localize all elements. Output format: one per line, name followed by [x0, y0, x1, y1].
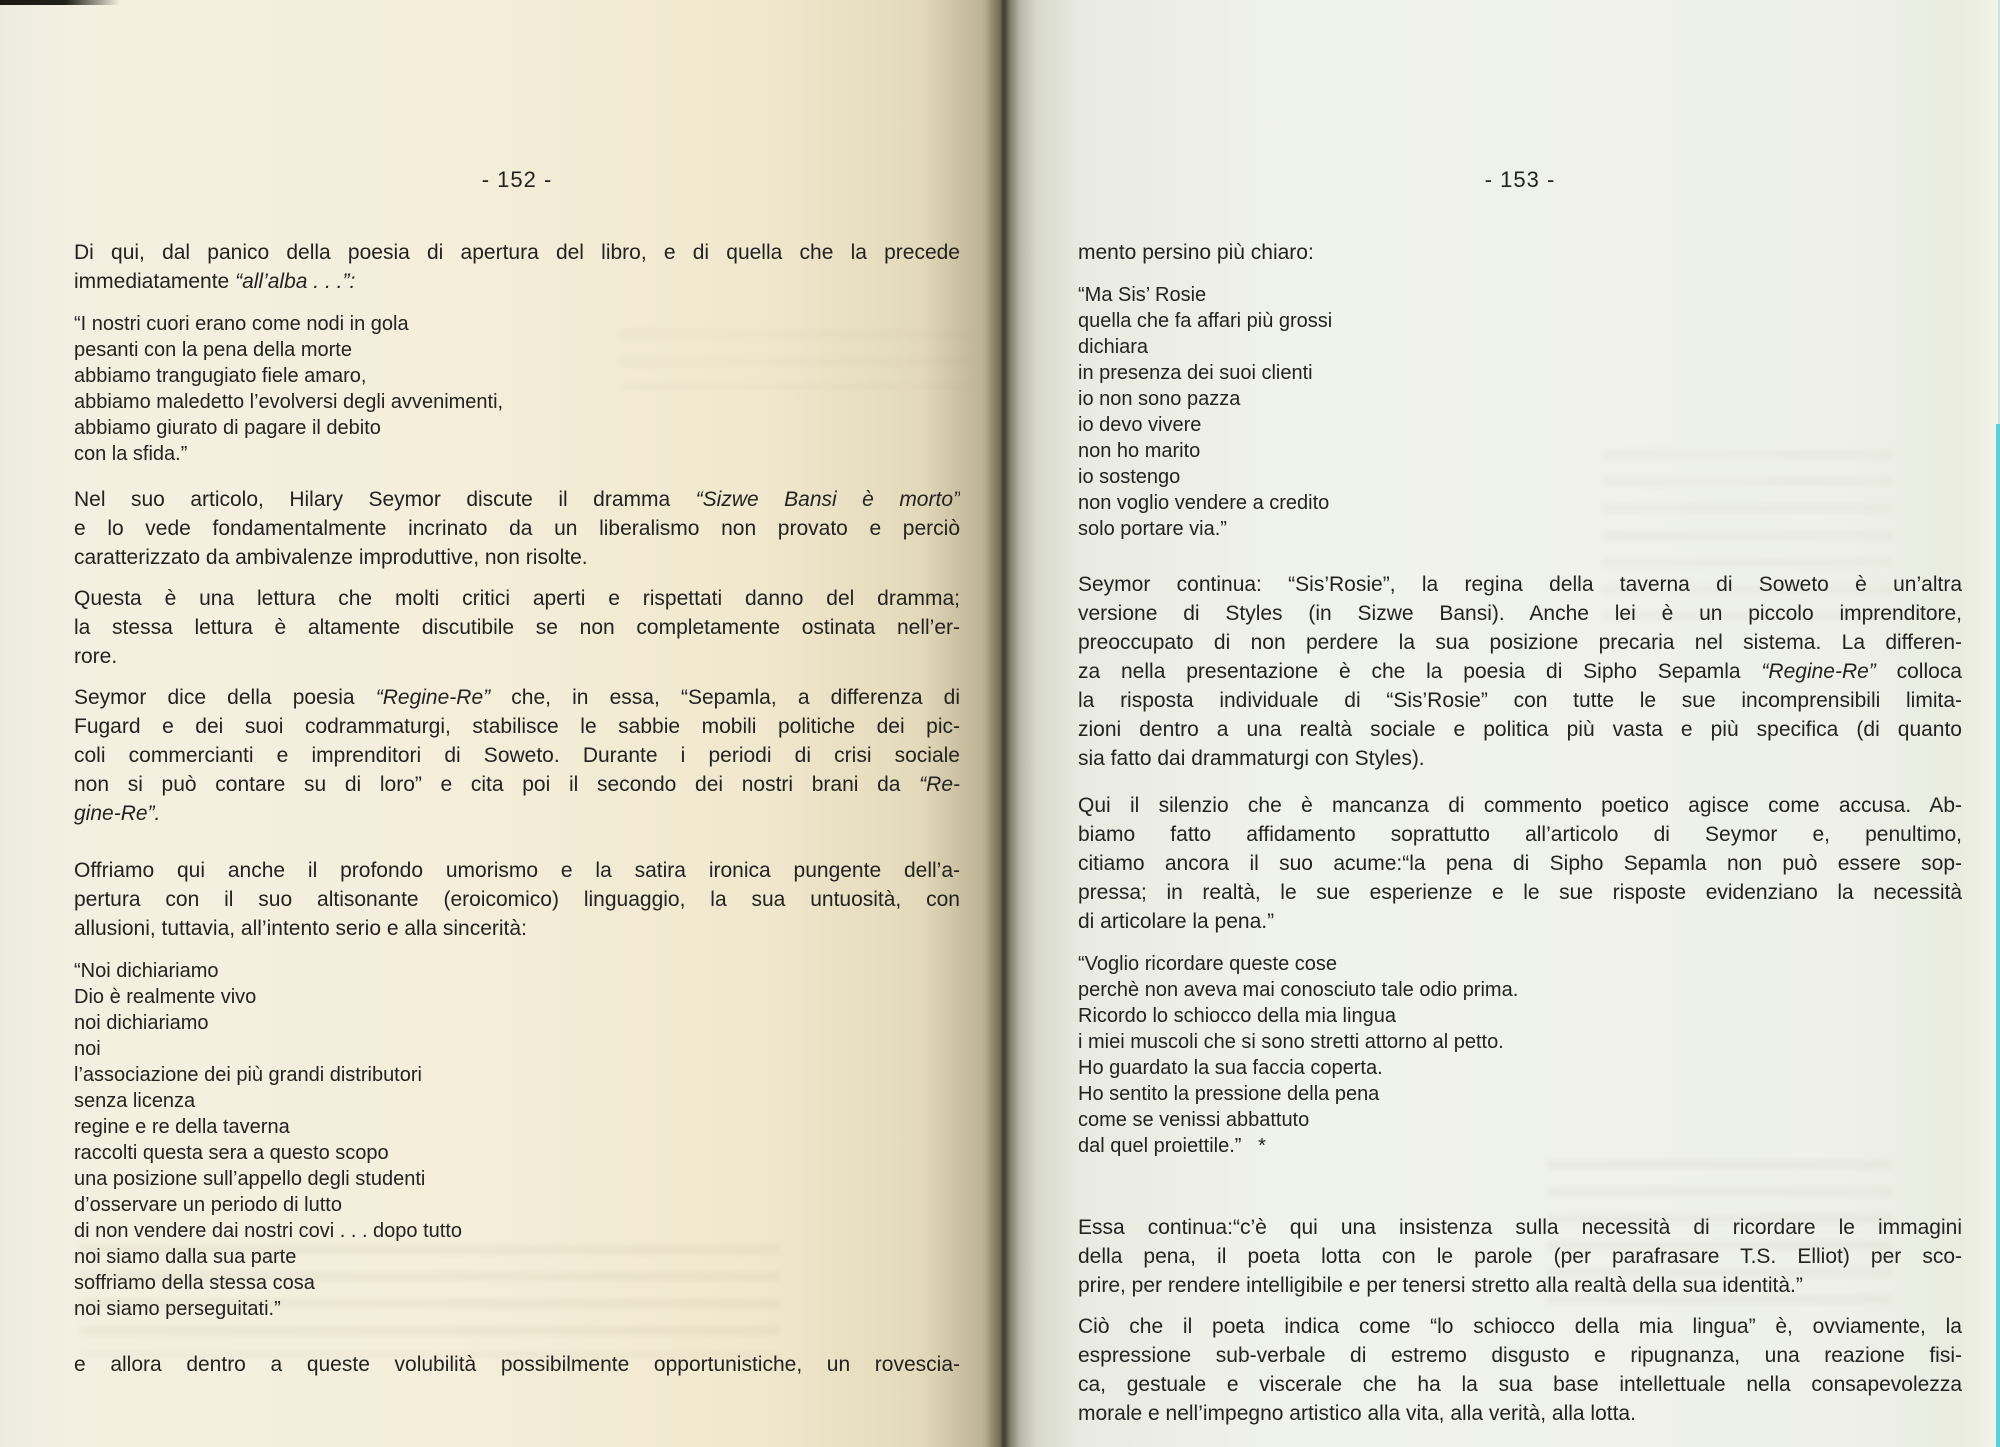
text: Di qui, dal panico della poesia di apertura del libro, e di quella che la precede [74, 241, 960, 264]
text-line [74, 267, 960, 296]
paragraph [74, 584, 960, 671]
poem-line: noi siamo perseguitati.” [74, 1298, 281, 1320]
text: che, in essa, “Sepamla, a differenza di [490, 686, 960, 709]
text-line [74, 485, 960, 514]
poem-line: regine e re della taverna [74, 1116, 290, 1138]
text: morale e nell’impegno artistico alla vita, alla verità, alla lotta. [1078, 1402, 1636, 1425]
text: Ciò che il poeta indica come “lo schiocco della mia lingua” è, ovviamente, la [1078, 1315, 1962, 1338]
text: pertura con il suo altisonante (eroicomico) linguaggio, la sua untuosità, con [74, 888, 960, 911]
text-line [1078, 686, 1962, 715]
page-number: - 153 - [1484, 167, 1556, 192]
scan-edge-cyan [1996, 424, 2000, 1447]
paragraph [74, 1350, 960, 1379]
poem-line: una posizione sull’appello degli studenti [74, 1168, 426, 1190]
poem-line: io sostengo [1078, 466, 1181, 488]
poem-line: non voglio vendere a credito [1078, 492, 1330, 514]
text-line [74, 856, 960, 885]
text: allusioni, tuttavia, all’intento serio e alla sincerità: [74, 917, 527, 940]
paragraph [1078, 570, 1962, 773]
text: e lo vede fondamentalmente incrinato da un liberalismo non provato e perciò [74, 517, 960, 540]
poem-line: “Voglio ricordare queste cose [1078, 953, 1338, 975]
poem-line: abbiamo trangugiato fiele amaro, [74, 365, 367, 387]
text-line [1078, 1341, 1962, 1370]
poem-line: “I nostri cuori erano come nodi in gola [74, 313, 409, 335]
text-line [74, 799, 960, 828]
poem-line: in presenza dei suoi clienti [1078, 362, 1313, 384]
page-153 [1002, 0, 2000, 1447]
poem-line: noi dichiariamo [74, 1012, 209, 1034]
text-line [1078, 628, 1962, 657]
text-line [1078, 570, 1962, 599]
text-line [74, 741, 960, 770]
text: pressa; in realtà, le sue esperienze e le sue risposte evidenziano la necessità [1078, 881, 1962, 904]
text: e allora dentro a queste volubilità possibilmente opportunistiche, un rovescia- [74, 1353, 960, 1376]
poem-block [74, 958, 960, 1322]
text-line [74, 613, 960, 642]
paragraph [1078, 238, 1962, 267]
text: Qui il silenzio che è mancanza di commento poetico agisce come accusa. Ab- [1078, 794, 1962, 817]
text-line [1078, 849, 1962, 878]
text-line [74, 514, 960, 543]
poem-line: io non sono pazza [1078, 388, 1241, 410]
text: za nella presentazione è che la poesia di Sipho Sepamla [1078, 660, 1762, 683]
poem-line: di non vendere dai nostri covi . . . dopo tutto [74, 1220, 463, 1242]
page-153-content [1078, 0, 1962, 1428]
italic-text: “Regine-Re” [1761, 660, 1876, 683]
text-line [1078, 791, 1962, 820]
text-line [1078, 878, 1962, 907]
text: della pena, il poeta lotta con le parole (per parafrasare T.S. Elliot) per sco- [1078, 1245, 1962, 1268]
poem-line: Ho guardato la sua faccia coperta. [1078, 1057, 1383, 1079]
text: sia fatto dai drammaturgi con Styles). [1078, 747, 1425, 770]
poem-line: come se venissi abbattuto [1078, 1109, 1310, 1131]
text-line [74, 1350, 960, 1379]
text-line [1078, 715, 1962, 744]
text-line [1078, 1312, 1962, 1341]
poem-line: Dio è realmente vivo [74, 986, 257, 1008]
italic-text: “Regine-Re” [375, 686, 491, 709]
text: Seymor dice della poesia [74, 686, 376, 709]
poem-block [1078, 951, 1962, 1159]
text: Seymor continua: “Sis’Rosie”, la regina della taverna di Soweto è un’altra [1078, 573, 1962, 596]
text: versione di Styles (in Sizwe Bansi). Anche lei è un piccolo imprenditore, [1078, 602, 1962, 625]
scan-edge-dark [0, 0, 120, 5]
text-line [74, 770, 960, 799]
text-line [1078, 744, 1962, 773]
paragraph [74, 856, 960, 943]
text: mento persino più chiaro: [1078, 241, 1314, 264]
poem-line: noi siamo dalla sua parte [74, 1246, 297, 1268]
text-line [74, 543, 960, 572]
text-line [74, 584, 960, 613]
text-line [1078, 1213, 1962, 1242]
text: la risposta individuale di “Sis’Rosie” con tutte le sue incomprensibili limita- [1078, 689, 1962, 712]
poem-line: Ricordo lo schiocco della mia lingua [1078, 1005, 1396, 1027]
text-line [1078, 820, 1962, 849]
poem-block [1078, 282, 1962, 542]
poem-line: raccolti questa sera a questo scopo [74, 1142, 389, 1164]
poem-line: abbiamo maledetto l’evolversi degli avvenimenti, [74, 391, 504, 413]
page-152-content [74, 0, 960, 1379]
poem-line: l’associazione dei più grandi distributori [74, 1064, 422, 1086]
poem-line: dal quel proiettile.” * [1078, 1135, 1266, 1157]
text-line [1078, 238, 1962, 267]
text: immediatamente [74, 270, 236, 293]
text-line [74, 238, 960, 267]
italic-text: “all’alba . . .”: [235, 270, 356, 293]
text: rore. [74, 645, 118, 668]
text: citiamo ancora il suo acume:“la pena di Sipho Sepamla non può essere sop- [1078, 852, 1962, 875]
text: non si può contare su di loro” e cita poi il secondo dei nostri brani da [74, 773, 920, 796]
poem-line: con la sfida.” [74, 443, 188, 465]
text: Essa continua:“c’è qui una insistenza sulla necessità di ricordare le immagini [1078, 1216, 1962, 1239]
text: colloca [1875, 660, 1962, 683]
poem-line: d’osservare un periodo di lutto [74, 1194, 342, 1216]
text-line [1078, 657, 1962, 686]
poem-line: senza licenza [74, 1090, 196, 1112]
text-line [74, 712, 960, 741]
paragraph [1078, 1312, 1962, 1428]
text-line [1078, 1242, 1962, 1271]
text: Fugard e dei suoi codrammaturgi, stabilisce le sabbie mobili politiche dei pic- [74, 715, 960, 738]
italic-text: gine-Re”. [74, 802, 161, 825]
text: coli commercianti e imprenditori di Soweto. Durante i periodi di crisi sociale [74, 744, 960, 767]
text: di articolare la pena.” [1078, 910, 1275, 933]
poem-line: pesanti con la pena della morte [74, 339, 352, 361]
text: espressione sub-verbale di estremo disgusto e ripugnanza, una reazione fisi- [1078, 1344, 1962, 1367]
poem-line: abbiamo giurato di pagare il debito [74, 417, 381, 439]
paragraph [74, 683, 960, 828]
poem-line: noi [74, 1038, 101, 1060]
paragraph [1078, 791, 1962, 936]
text: la stessa lettura è altamente discutibile se non completamente ostinata nell’er- [74, 616, 960, 639]
text: prire, per rendere intelligibile e per tenersi stretto alla realtà della sua identità.” [1078, 1274, 1803, 1297]
poem-line: io devo vivere [1078, 414, 1202, 436]
text-line [1078, 1370, 1962, 1399]
text-line [1078, 1271, 1962, 1300]
text: Questa è una lettura che molti critici aperti e rispettati danno del dramma; [74, 587, 960, 610]
poem-line: quella che fa affari più grossi [1078, 310, 1333, 332]
poem-line: Ho sentito la pressione della pena [1078, 1083, 1380, 1105]
text: preoccupato di non perdere la sua posizione precaria nel sistema. La differen- [1078, 631, 1962, 654]
italic-text: “Re- [919, 773, 960, 796]
text-line [74, 885, 960, 914]
text-line [1078, 599, 1962, 628]
poem-line: non ho marito [1078, 440, 1201, 462]
text-line [74, 683, 960, 712]
poem-line: solo portare via.” [1078, 518, 1227, 540]
paragraph [74, 238, 960, 296]
text: ca, gestuale e viscerale che ha la sua base intellettuale nella consapevolezza [1078, 1373, 1962, 1396]
text-line [1078, 907, 1962, 936]
text: biamo fatto affidamento soprattutto all’articolo di Seymor e, penultimo, [1078, 823, 1962, 846]
italic-text: “Sizwe Bansi è morto” [695, 488, 960, 511]
poem-line: “Noi dichiariamo [74, 960, 219, 982]
text: zioni dentro a una realtà sociale e politica più vasta e più specifica (di quanto [1078, 718, 1962, 741]
poem-line: perchè non aveva mai conosciuto tale odio prima. [1078, 979, 1519, 1001]
poem-line: i miei muscoli che si sono stretti attorno al petto. [1078, 1031, 1504, 1053]
text-line [74, 914, 960, 943]
poem-line: soffriamo della stessa cosa [74, 1272, 315, 1294]
text: Offriamo qui anche il profondo umorismo e la satira ironica pungente dell’a- [74, 859, 960, 882]
paragraph [1078, 1213, 1962, 1300]
poem-block [74, 311, 960, 467]
text: Nel suo articolo, Hilary Seymor discute il dramma [74, 488, 696, 511]
paragraph [74, 485, 960, 572]
text: caratterizzato da ambivalenze improduttive, non risolte. [74, 546, 588, 569]
text-line [1078, 1399, 1962, 1428]
poem-line: dichiara [1078, 336, 1149, 358]
poem-line: “Ma Sis’ Rosie [1078, 284, 1207, 306]
text-line [74, 642, 960, 671]
page-number: - 152 - [481, 167, 553, 192]
